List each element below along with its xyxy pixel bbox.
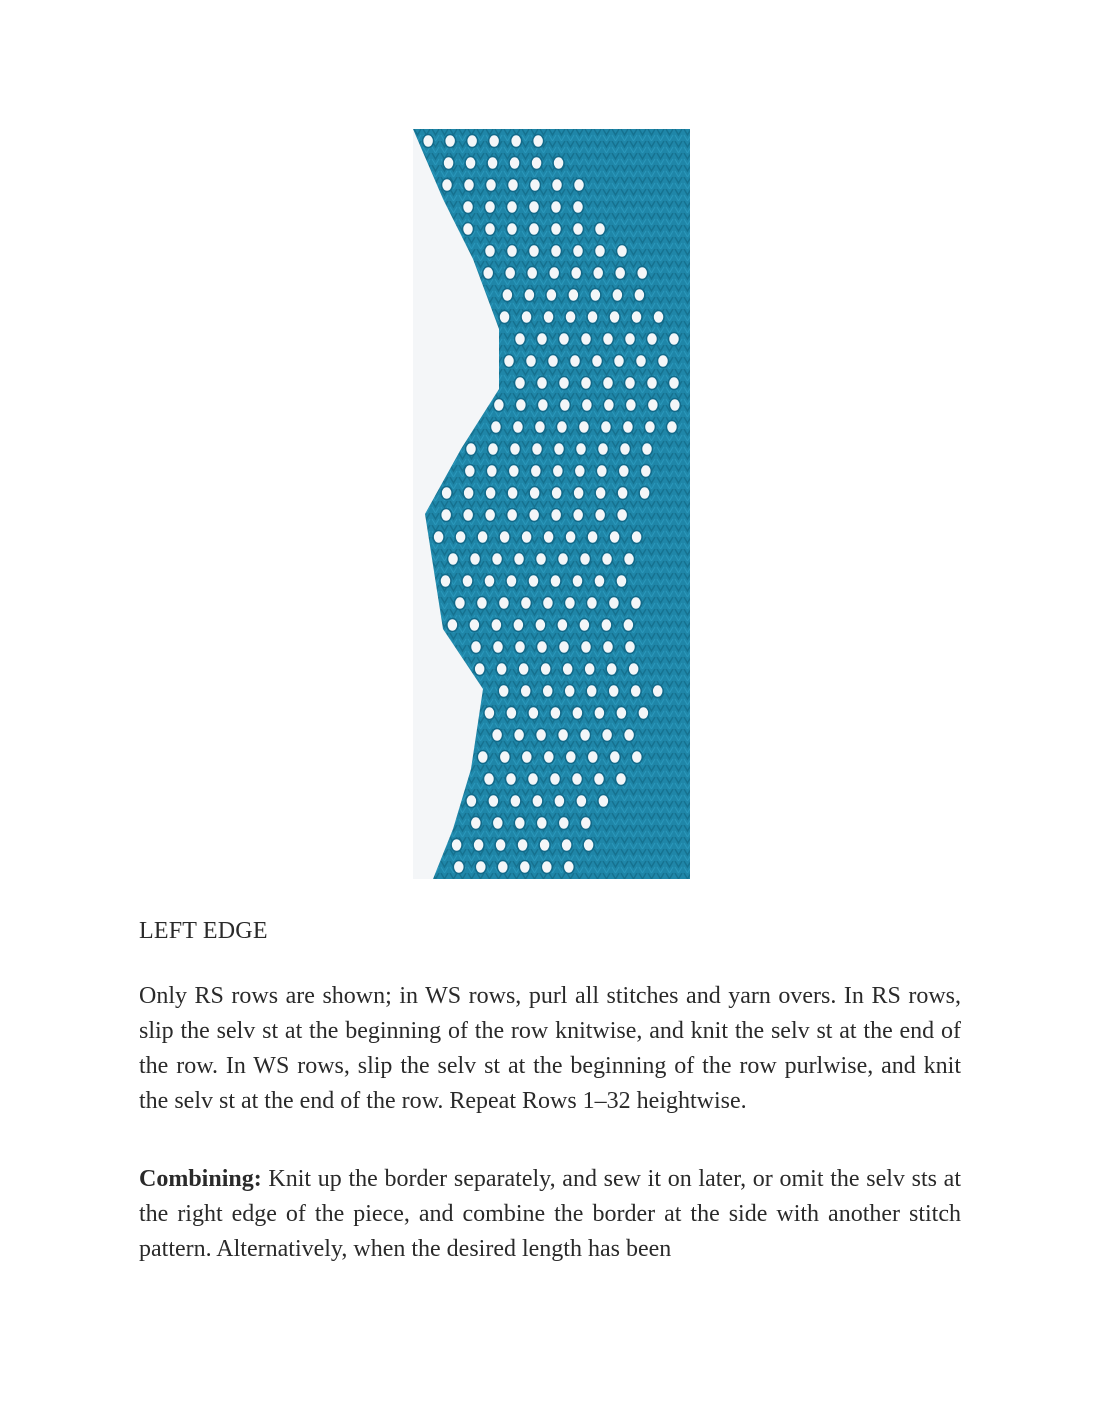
eyelet-hole — [513, 619, 524, 632]
eyelet-hole — [576, 443, 587, 456]
eyelet-hole — [565, 751, 576, 764]
eyelet-hole — [624, 729, 635, 742]
eyelet-hole — [498, 597, 509, 610]
eyelet-hole — [595, 245, 606, 258]
eyelet-hole — [529, 487, 540, 500]
eyelet-hole — [580, 817, 591, 830]
eyelet-hole — [581, 377, 592, 390]
eyelet-hole — [593, 267, 604, 280]
eyelet-hole — [515, 399, 526, 412]
combining-paragraph — [139, 1162, 961, 1267]
eyelet-hole — [571, 267, 582, 280]
eyelet-hole — [486, 465, 497, 478]
eyelet-hole — [536, 553, 547, 566]
eyelet-hole — [536, 729, 547, 742]
eyelet-hole — [517, 839, 528, 852]
eyelet-hole — [477, 531, 488, 544]
eyelet-hole — [606, 663, 617, 676]
eyelet-hole — [608, 597, 619, 610]
eyelet-hole — [637, 267, 648, 280]
eyelet-hole — [492, 817, 503, 830]
eyelet-hole — [540, 663, 551, 676]
eyelet-hole — [492, 729, 503, 742]
eyelet-hole — [617, 509, 628, 522]
eyelet-hole — [570, 355, 581, 368]
eyelet-hole — [552, 465, 563, 478]
eyelet-hole — [442, 179, 453, 192]
eyelet-hole — [473, 839, 484, 852]
eyelet-hole — [496, 663, 507, 676]
eyelet-hole — [483, 267, 494, 280]
eyelet-hole — [587, 531, 598, 544]
eyelet-hole — [536, 817, 547, 830]
eyelet-hole — [537, 333, 548, 346]
eyelet-hole — [447, 619, 458, 632]
eyelet-hole — [534, 421, 545, 434]
eyelet-hole — [647, 333, 658, 346]
eyelet-hole — [507, 509, 518, 522]
eyelet-hole — [631, 311, 642, 324]
eyelet-hole — [530, 179, 541, 192]
eyelet-hole — [551, 245, 562, 258]
eyelet-hole — [485, 487, 496, 500]
eyelet-hole — [573, 245, 584, 258]
eyelet-hole — [506, 575, 517, 588]
eyelet-hole — [498, 685, 509, 698]
eyelet-hole — [559, 641, 570, 654]
eyelet-hole — [576, 795, 587, 808]
eyelet-hole — [603, 641, 614, 654]
eyelet-hole — [546, 289, 557, 302]
eyelet-hole — [634, 289, 645, 302]
eyelet-hole — [584, 663, 595, 676]
eyelet-hole — [618, 465, 629, 478]
eyelet-hole — [529, 201, 540, 214]
eyelet-hole — [549, 267, 560, 280]
eyelet-hole — [485, 509, 496, 522]
eyelet-hole — [539, 839, 550, 852]
eyelet-hole — [445, 135, 456, 148]
eyelet-hole — [510, 443, 521, 456]
instructions-paragraph: Only RS rows are shown; in WS rows, purl all stitches and yarn overs. In RS rows, slip the selv st at the beginning of the row knitwise, and knit the selv st at the end of the row. In WS rows, slip the selv st at the beginning of the row purlwise, and knit the selv st at the end of the row. Repeat Rows 1–32 heightwise. — [139, 983, 961, 1114]
eyelet-hole — [467, 135, 478, 148]
eyelet-hole — [521, 751, 532, 764]
eyelet-hole — [532, 443, 543, 456]
eyelet-hole — [507, 201, 518, 214]
eyelet-hole — [532, 795, 543, 808]
eyelet-hole — [600, 421, 611, 434]
eyelet-hole — [508, 179, 519, 192]
eyelet-hole — [495, 839, 506, 852]
eyelet-hole — [564, 685, 575, 698]
eyelet-hole — [543, 311, 554, 324]
eyelet-hole — [669, 333, 680, 346]
eyelet-hole — [558, 817, 569, 830]
eyelet-hole — [628, 663, 639, 676]
eyelet-hole — [509, 157, 520, 170]
eyelet-hole — [638, 707, 649, 720]
eyelet-hole — [574, 465, 585, 478]
eyelet-hole — [537, 377, 548, 390]
eyelet-hole — [492, 553, 503, 566]
eyelet-hole — [548, 355, 559, 368]
eyelet-hole — [464, 465, 475, 478]
eyelet-hole — [533, 135, 544, 148]
eyelet-hole — [499, 311, 510, 324]
eyelet-hole — [528, 575, 539, 588]
eyelet-hole — [502, 289, 513, 302]
eyelet-hole — [514, 553, 525, 566]
eyelet-hole — [487, 157, 498, 170]
eyelet-hole — [620, 443, 631, 456]
eyelet-hole — [441, 509, 452, 522]
eyelet-hole — [554, 443, 565, 456]
combining-text: Knit up the border separately, and sew it on later, or omit the selv sts at the right edge of the piece, and combine the border at the side with another stitch pattern. Alternatively, when the desired length has been — [139, 1166, 961, 1262]
eyelet-hole — [485, 245, 496, 258]
eyelet-hole — [448, 553, 459, 566]
eyelet-hole — [488, 795, 499, 808]
eyelet-hole — [658, 355, 669, 368]
eyelet-hole — [514, 817, 525, 830]
eyelet-hole — [469, 619, 480, 632]
eyelet-hole — [647, 399, 658, 412]
swatch-illustration — [413, 129, 690, 879]
eyelet-hole — [573, 223, 584, 236]
eyelet-hole — [573, 509, 584, 522]
eyelet-hole — [603, 333, 614, 346]
eyelet-hole — [520, 685, 531, 698]
eyelet-hole — [559, 377, 570, 390]
eyelet-hole — [537, 399, 548, 412]
eyelet-hole — [572, 773, 583, 786]
eyelet-hole — [603, 399, 614, 412]
eyelet-hole — [454, 597, 465, 610]
eyelet-hole — [609, 531, 620, 544]
combining-label: Combining: — [139, 1166, 262, 1192]
eyelet-hole — [507, 245, 518, 258]
eyelet-hole — [491, 619, 502, 632]
eyelet-hole — [559, 399, 570, 412]
eyelet-hole — [616, 773, 627, 786]
eyelet-hole — [592, 355, 603, 368]
eyelet-hole — [640, 465, 651, 478]
eyelet-hole — [511, 135, 522, 148]
eyelet-hole — [489, 135, 500, 148]
eyelet-hole — [564, 597, 575, 610]
eyelet-hole — [529, 509, 540, 522]
eyelet-hole — [559, 333, 570, 346]
eyelet-hole — [636, 355, 647, 368]
eyelet-hole — [475, 861, 486, 874]
eyelet-hole — [521, 531, 532, 544]
eyelet-hole — [519, 861, 530, 874]
eyelet-hole — [590, 289, 601, 302]
eyelet-hole — [543, 751, 554, 764]
eyelet-hole — [529, 245, 540, 258]
eyelet-hole — [551, 201, 562, 214]
eyelet-hole — [625, 333, 636, 346]
eyelet-hole — [474, 663, 485, 676]
eyelet-hole — [477, 751, 488, 764]
eyelet-hole — [542, 597, 553, 610]
eyelet-hole — [484, 707, 495, 720]
eyelet-hole — [505, 267, 516, 280]
eyelet-hole — [530, 465, 541, 478]
eyelet-hole — [551, 509, 562, 522]
eyelet-hole — [528, 707, 539, 720]
eyelet-hole — [524, 289, 535, 302]
eyelet-hole — [466, 443, 477, 456]
eyelet-hole — [666, 421, 677, 434]
eyelet-hole — [515, 641, 526, 654]
eyelet-hole — [541, 861, 552, 874]
eyelet-hole — [608, 685, 619, 698]
eyelet-hole — [484, 575, 495, 588]
knitted-swatch-photo — [413, 129, 690, 879]
eyelet-hole — [603, 377, 614, 390]
eyelet-hole — [598, 795, 609, 808]
eyelet-hole — [529, 223, 540, 236]
eyelet-hole — [514, 729, 525, 742]
eyelet-hole — [470, 553, 481, 566]
eyelet-hole — [565, 531, 576, 544]
eyelet-hole — [550, 773, 561, 786]
eyelet-hole — [580, 729, 591, 742]
eyelet-hole — [520, 597, 531, 610]
eyelet-hole — [595, 509, 606, 522]
eyelet-hole — [594, 773, 605, 786]
eyelet-hole — [598, 443, 609, 456]
section-heading: LEFT EDGE — [139, 918, 268, 944]
eyelet-hole — [602, 553, 613, 566]
eyelet-hole — [573, 487, 584, 500]
eyelet-hole — [622, 421, 633, 434]
eyelet-hole — [543, 531, 554, 544]
eyelet-hole — [550, 707, 561, 720]
eyelet-hole — [623, 619, 634, 632]
eyelet-hole — [470, 817, 481, 830]
eyelet-hole — [453, 861, 464, 874]
eyelet-hole — [518, 663, 529, 676]
eyelet-hole — [669, 377, 680, 390]
eyelet-hole — [558, 729, 569, 742]
eyelet-hole — [558, 553, 569, 566]
eyelet-hole — [531, 157, 542, 170]
eyelet-hole — [631, 531, 642, 544]
eyelet-hole — [631, 751, 642, 764]
eyelet-hole — [616, 575, 627, 588]
eyelet-hole — [572, 707, 583, 720]
eyelet-hole — [552, 179, 563, 192]
eyelet-hole — [554, 795, 565, 808]
eyelet-hole — [490, 421, 501, 434]
eyelet-hole — [499, 751, 510, 764]
eyelet-hole — [625, 399, 636, 412]
eyelet-hole — [573, 201, 584, 214]
eyelet-hole — [551, 487, 562, 500]
eyelet-hole — [652, 685, 663, 698]
eyelet-hole — [579, 619, 590, 632]
eyelet-hole — [553, 157, 564, 170]
eyelet-hole — [466, 795, 477, 808]
eyelet-hole — [617, 487, 628, 500]
eyelet-hole — [615, 267, 626, 280]
eyelet-hole — [537, 641, 548, 654]
eyelet-hole — [602, 729, 613, 742]
eyelet-hole — [527, 267, 538, 280]
eyelet-hole — [586, 597, 597, 610]
eyelet-hole — [485, 223, 496, 236]
eyelet-hole — [423, 135, 434, 148]
eyelet-hole — [630, 685, 641, 698]
eyelet-hole — [572, 575, 583, 588]
eyelet-hole — [506, 707, 517, 720]
eyelet-hole — [526, 355, 537, 368]
eyelet-hole — [464, 179, 475, 192]
eyelet-hole — [565, 311, 576, 324]
eyelet-hole — [594, 575, 605, 588]
eyelet-hole — [587, 311, 598, 324]
eyelet-hole — [499, 531, 510, 544]
eyelet-hole — [617, 245, 628, 258]
eyelet-hole — [476, 597, 487, 610]
eyelet-hole — [550, 575, 561, 588]
eyelet-hole — [625, 641, 636, 654]
eyelet-hole — [578, 421, 589, 434]
eyelet-hole — [507, 487, 518, 500]
eyelet-hole — [463, 201, 474, 214]
eyelet-hole — [624, 553, 635, 566]
eyelet-hole — [451, 839, 462, 852]
eyelet-hole — [440, 575, 451, 588]
eyelet-hole — [528, 773, 539, 786]
eyelet-hole — [586, 685, 597, 698]
eyelet-hole — [510, 795, 521, 808]
eyelet-hole — [580, 553, 591, 566]
eyelet-hole — [568, 289, 579, 302]
eyelet-hole — [574, 179, 585, 192]
eyelet-hole — [581, 333, 592, 346]
eyelet-hole — [443, 157, 454, 170]
eyelet-hole — [595, 223, 606, 236]
eyelet-hole — [493, 641, 504, 654]
eyelet-hole — [561, 839, 572, 852]
eyelet-hole — [463, 223, 474, 236]
eyelet-hole — [583, 839, 594, 852]
eyelet-hole — [644, 421, 655, 434]
eyelet-hole — [557, 619, 568, 632]
eyelet-hole — [506, 773, 517, 786]
eyelet-hole — [441, 487, 452, 500]
eyelet-hole — [504, 355, 515, 368]
eyelet-hole — [642, 443, 653, 456]
eyelet-hole — [497, 861, 508, 874]
eyelet-hole — [647, 377, 658, 390]
eyelet-hole — [612, 289, 623, 302]
eyelet-hole — [556, 421, 567, 434]
eyelet-hole — [507, 223, 518, 236]
eyelet-hole — [433, 531, 444, 544]
eyelet-hole — [455, 531, 466, 544]
eyelet-hole — [595, 487, 606, 500]
eyelet-hole — [630, 597, 641, 610]
eyelet-hole — [653, 311, 664, 324]
eyelet-hole — [471, 641, 482, 654]
eyelet-hole — [639, 487, 650, 500]
eyelet-hole — [581, 641, 592, 654]
eyelet-hole — [521, 311, 532, 324]
eyelet-hole — [512, 421, 523, 434]
eyelet-hole — [515, 377, 526, 390]
eyelet-hole — [596, 465, 607, 478]
eyelet-hole — [581, 399, 592, 412]
eyelet-hole — [486, 179, 497, 192]
eyelet-hole — [535, 619, 546, 632]
eyelet-hole — [493, 399, 504, 412]
eyelet-hole — [515, 333, 526, 346]
eyelet-hole — [463, 509, 474, 522]
eyelet-hole — [594, 707, 605, 720]
eyelet-hole — [462, 575, 473, 588]
eyelet-hole — [563, 861, 574, 874]
eyelet-hole — [625, 377, 636, 390]
eyelet-hole — [616, 707, 627, 720]
eyelet-hole — [587, 751, 598, 764]
eyelet-hole — [609, 751, 620, 764]
eyelet-hole — [465, 157, 476, 170]
eyelet-hole — [669, 399, 680, 412]
eyelet-hole — [485, 201, 496, 214]
eyelet-hole — [614, 355, 625, 368]
eyelet-hole — [562, 663, 573, 676]
eyelet-hole — [609, 311, 620, 324]
eyelet-hole — [601, 619, 612, 632]
eyelet-hole — [508, 465, 519, 478]
eyelet-hole — [463, 487, 474, 500]
eyelet-hole — [551, 223, 562, 236]
eyelet-hole — [484, 773, 495, 786]
eyelet-hole — [542, 685, 553, 698]
eyelet-hole — [488, 443, 499, 456]
